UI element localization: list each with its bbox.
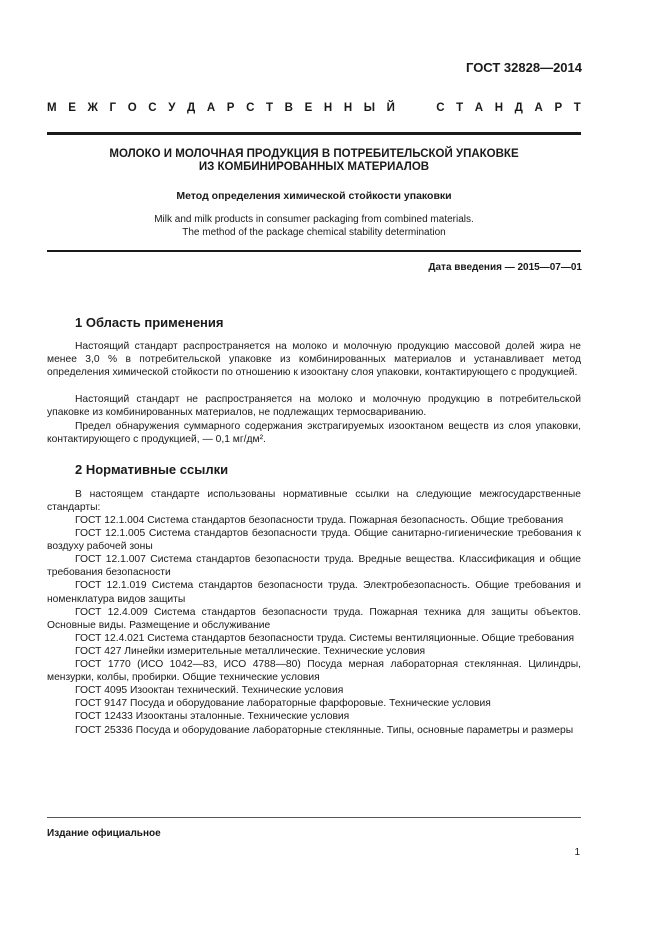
standard-type-letter: Н [343, 102, 353, 114]
standard-type-letter: Е [68, 102, 76, 114]
edition-label: Издание официальное [47, 828, 161, 839]
standard-type-letter: Н [494, 102, 504, 114]
standard-type-letter: Т [266, 102, 274, 114]
standard-type-letter: Р [554, 102, 563, 114]
title-line-2: ИЗ КОМБИНИРОВАННЫХ МАТЕРИАЛОВ [198, 161, 430, 173]
section-1-paragraph-1: Настоящий стандарт распространяется на молоко и молочную продукцию массовой долей жира не менее 3,0 % в потребительской упаковке из комбинированных материалов и устанавливает метод определения химической стойкости по отношению к изооктану слоя упаковки, контактирующего с продукцией. [47, 341, 581, 378]
standard-type-letter: У [168, 102, 176, 114]
standard-type-heading [47, 102, 581, 114]
standard-type-letter: С [246, 102, 255, 114]
standard-type-letter: С [436, 102, 445, 114]
reference-item: ГОСТ 12.4.009 Система стандартов безопасности труда. Пожарная техника для защиты объектов. Основные виды. Размещение и обслуживание [47, 606, 581, 631]
standard-type-letter: Н [323, 102, 333, 114]
page-number: 1 [574, 847, 580, 858]
standard-type-letter: А [534, 102, 543, 114]
english-title-line-2: The method of the package chemical stability determination [182, 227, 446, 238]
reference-item: ГОСТ 12.4.021 Система стандартов безопасности труда. Системы вентиляционные. Общие требования [75, 632, 575, 644]
reference-item: ГОСТ 12.1.005 Система стандартов безопасности труда. Общие санитарно-гигиенические требования к воздуху рабочей зоны [47, 528, 581, 553]
reference-item: ГОСТ 25336 Посуда и оборудование лабораторные стеклянные. Типы, основные параметры и размеры [75, 724, 574, 736]
standard-type-letter: Д [514, 102, 523, 114]
document-title [47, 148, 581, 174]
english-title [47, 213, 581, 239]
standard-type-letter: С [148, 102, 157, 114]
reference-item: ГОСТ 12.1.004 Система стандартов безопасности труда. Пожарная безопасность. Общие требования [75, 515, 564, 526]
reference-item: ГОСТ 4095 Изооктан технический. Технические условия [75, 685, 344, 697]
standard-type-letter [421, 102, 424, 114]
title-divider [47, 250, 581, 252]
normative-references-list [47, 514, 581, 737]
introduction-date: Дата введения — 2015—07—01 [428, 262, 582, 273]
section-1-paragraph-3: Предел обнаружения суммарного содержания экстрагируемых изооктаном веществ из слоя упаковки, контактирующего с продукцией, — 0,1 мг/дм². [47, 421, 581, 445]
section-2-intro: В настоящем стандарте использованы нормативные ссылки на следующие межгосударственные стандарты: [47, 489, 581, 513]
section-1-heading: 1 Область применения [75, 315, 224, 330]
standard-type-letter: Е [304, 102, 313, 114]
standard-type-letter: А [206, 102, 216, 114]
reference-item: ГОСТ 12.1.019 Система стандартов безопасности труда. Электробезопасность. Общие требования и номенклатура видов защиты [47, 580, 581, 605]
section-1-paragraph-2: Настоящий стандарт не распространяется на молоко и молочную продукцию в потребительской упаковке из комбинированных материалов, не подлежащих термосвариванию. [47, 394, 581, 418]
standard-type-letter: В [284, 102, 293, 114]
standard-type-letter: А [474, 102, 484, 114]
section-2-heading: 2 Нормативные ссылки [75, 462, 229, 477]
title-line-1: МОЛОКО И МОЛОЧНАЯ ПРОДУКЦИЯ В ПОТРЕБИТЕЛЬСКОЙ УПАКОВКЕ [109, 148, 519, 160]
standard-type-letter: О [127, 102, 137, 114]
standard-type-letter: Г [109, 102, 117, 114]
reference-item: ГОСТ 427 Линейки измерительные металлические. Технические условия [75, 645, 426, 657]
reference-item: ГОСТ 12.1.007 Система стандартов безопасности труда. Вредные вещества. Классификация и общие требования безопасности [47, 554, 581, 579]
standard-type-letter: Д [187, 102, 196, 114]
english-title-line-1: Milk and milk products in consumer packaging from combined materials. [154, 214, 474, 225]
standard-type-letter: Ж [87, 102, 98, 114]
standard-type-letter: Ы [363, 102, 376, 114]
reference-item: ГОСТ 12433 Изооктаны эталонные. Технические условия [75, 711, 350, 723]
standard-type-letter: Т [573, 102, 581, 114]
document-subtitle: Метод определения химической стойкости упаковки [176, 190, 452, 202]
standard-type-letter: Т [456, 102, 464, 114]
footer-divider [47, 817, 581, 818]
reference-item: ГОСТ 9147 Посуда и оборудование лабораторные фарфоровые. Технические условия [75, 698, 491, 710]
document-number: ГОСТ 32828—2014 [466, 60, 582, 75]
reference-item: ГОСТ 1770 (ИСО 1042—83, ИСО 4788—80) Посуда мерная лабораторная стеклянная. Цилиндры, мензурки, колбы, пробирки. Общие технические условия [47, 659, 581, 684]
header-divider [47, 132, 581, 135]
standard-type-letter: Р [226, 102, 235, 114]
standard-type-letter: Й [386, 102, 395, 114]
standard-type-letter: М [47, 102, 57, 114]
standard-type-letter [407, 102, 410, 114]
